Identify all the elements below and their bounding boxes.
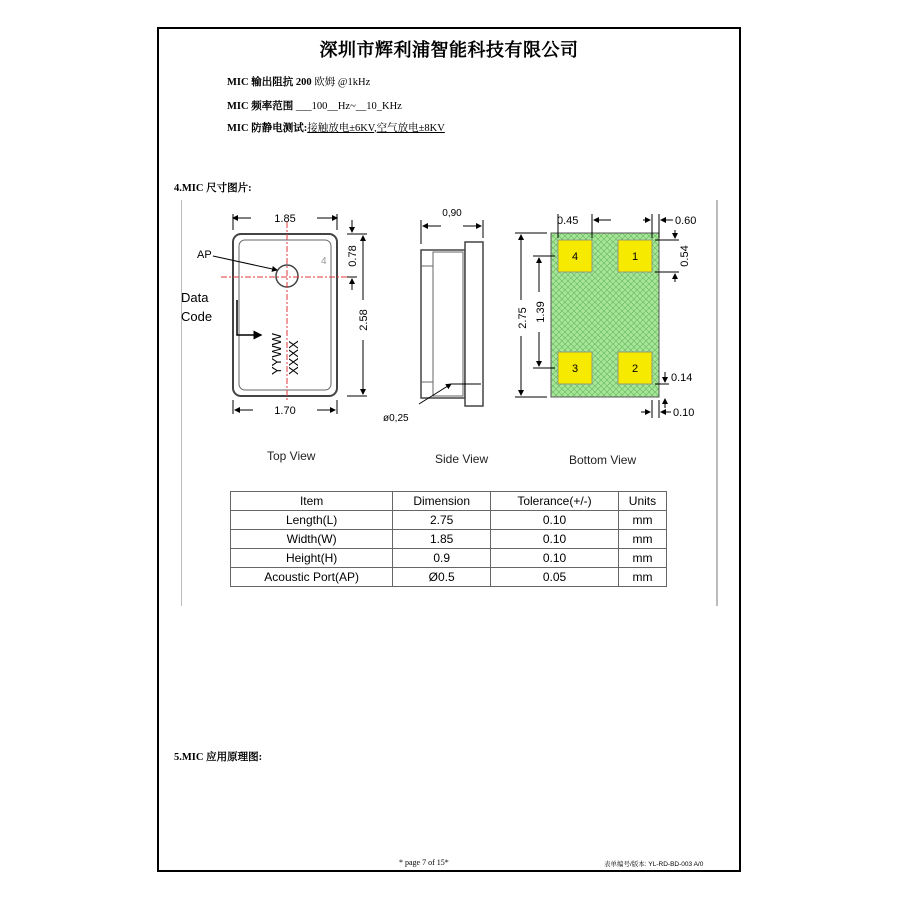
dim-height: 2.58 (358, 309, 370, 331)
table-cell: Length(L) (231, 511, 393, 530)
marking-xxxx: XXXX (286, 340, 301, 375)
pin-mark-4: 4 (321, 256, 327, 267)
spec-frequency (227, 98, 402, 113)
table-cell: Ø0.5 (393, 568, 491, 587)
spec-esd-contact: 接触放电±6KV (307, 123, 375, 134)
dim-edge-right: 0.60 (675, 215, 697, 227)
top-view (181, 213, 370, 417)
company-title: 深圳市辉利浦智能科技有限公司 (319, 40, 579, 61)
spec-esd-separator: , (374, 123, 377, 134)
table-header-item: Item (231, 492, 393, 511)
spec-frequency-label: MIC 频率范围 (227, 101, 294, 112)
table-cell: 0.10 (491, 530, 619, 549)
data-code-label-1: Data (181, 290, 209, 305)
pad-label-4: 4 (571, 251, 579, 263)
dim-side-gap: 0.10 (673, 407, 695, 419)
table-cell: mm (618, 530, 666, 549)
table-header-units: Units (618, 492, 666, 511)
footer-page-number: * page 7 of 15* (399, 858, 449, 867)
table-cell: Height(H) (231, 549, 393, 568)
pad-label-3: 3 (571, 363, 579, 375)
spec-frequency-value: ___100__Hz~__10_KHz (295, 101, 402, 112)
table-cell: 1.85 (393, 530, 491, 549)
table-row (231, 549, 667, 568)
side-view (383, 208, 483, 424)
dim-total-length: 2.75 (517, 307, 529, 329)
table-cell: 0.10 (491, 511, 619, 530)
table-row (231, 568, 667, 587)
pad-label-1: 1 (631, 251, 639, 263)
table-header-dimension: Dimension (393, 492, 491, 511)
footer-form-code: 表单编号/版本: YL-RD-BD-003 A/0 (604, 861, 704, 868)
ap-label: AP (197, 249, 212, 261)
table-row (231, 530, 667, 549)
table-cell: mm (618, 568, 666, 587)
section-5-title: 5.MIC 应用原理图: (174, 752, 263, 763)
dim-pad-width: 0.45 (557, 215, 579, 227)
spec-esd (227, 120, 445, 135)
dim-port-diameter: ø0,25 (383, 413, 409, 424)
data-code-label-2: Code (181, 309, 213, 324)
marking-yyww: YYWW (269, 333, 284, 375)
caption-top-view: Top View (267, 449, 316, 463)
dim-thickness: 0,90 (442, 208, 462, 219)
caption-bottom-view: Bottom View (569, 453, 637, 467)
table-cell: mm (618, 511, 666, 530)
dimension-table (230, 491, 667, 587)
table-cell: Acoustic Port(AP) (231, 568, 393, 587)
table-header-row (231, 492, 667, 511)
pad-label-2: 2 (631, 363, 639, 375)
dim-width-top: 1.85 (274, 213, 296, 225)
table-cell: mm (618, 549, 666, 568)
spec-impedance-label: MIC 输出阻抗 (227, 77, 294, 88)
section-4-title: 4.MIC 尺寸图片: (174, 183, 252, 194)
spec-impedance-value: 欧姆 @1kHz (311, 77, 371, 88)
table-header-tolerance: Tolerance(+/-) (491, 492, 619, 511)
caption-side-view: Side View (435, 452, 489, 466)
spec-impedance-number: 200 (295, 77, 312, 88)
bottom-view (515, 214, 696, 419)
dim-pad-height: 0.54 (679, 245, 691, 267)
table-cell: 2.75 (393, 511, 491, 530)
table-cell: 0.05 (491, 568, 619, 587)
dim-pad-pitch: 1.39 (535, 301, 547, 323)
dim-width-bottom: 1.70 (274, 405, 296, 417)
dim-bottom-gap: 0.14 (671, 372, 693, 384)
table-cell: 0.9 (393, 549, 491, 568)
dim-ap-offset: 0.78 (347, 245, 359, 267)
table-row (231, 511, 667, 530)
table-cell: 0.10 (491, 549, 619, 568)
table-cell: Width(W) (231, 530, 393, 549)
spec-impedance (227, 74, 370, 89)
spec-esd-label: MIC 防静电测试: (227, 123, 308, 134)
spec-esd-air: 空气放电±8KV (376, 123, 445, 134)
document-page (157, 27, 741, 872)
